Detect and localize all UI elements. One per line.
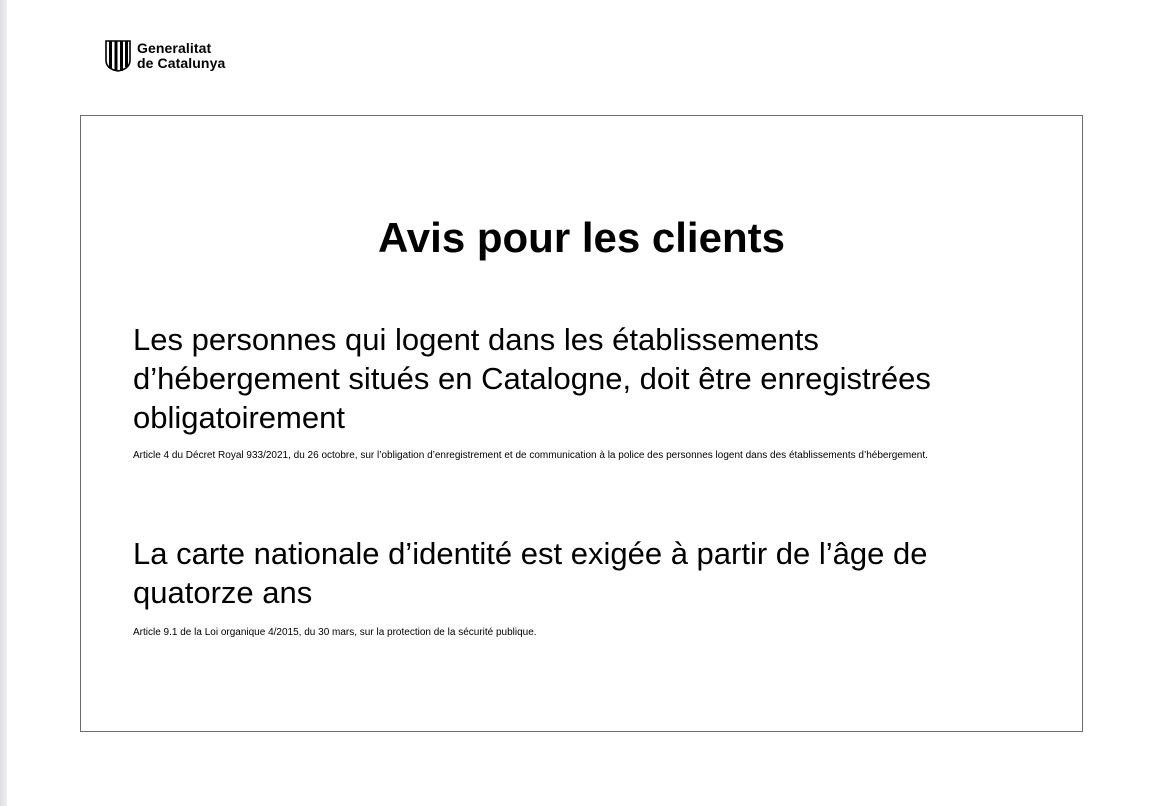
id-card-statement: La carte nationale d’identité est exigée à partir de l’âge de quatorze ans [133,536,928,610]
registration-statement: Les personnes qui logent dans les établissements d’hébergement situés en Catalogne, doit être enregistrées obligatoirement [133,322,931,435]
logo-wordmark [137,41,225,71]
notice-title: Avis pour les clients [378,214,785,261]
coat-of-arms-icon [104,40,132,72]
id-card-legal-reference: Article 9.1 de la Loi organique 4/2015, du 30 mars, sur la protection de la sécurité publique. [133,627,537,638]
page-edge-shadow [0,0,7,806]
logo-line-2: de Catalunya [137,55,226,71]
generalitat-logo [104,40,225,72]
registration-legal-reference: Article 4 du Décret Royal 933/2021, du 26 octobre, sur l’obligation d’enregistrement et de communication à la police des personnes logent dans des établissements d’hébergement. [133,450,928,461]
notice-frame [80,115,1083,732]
logo-line-1: Generalitat [137,40,212,56]
